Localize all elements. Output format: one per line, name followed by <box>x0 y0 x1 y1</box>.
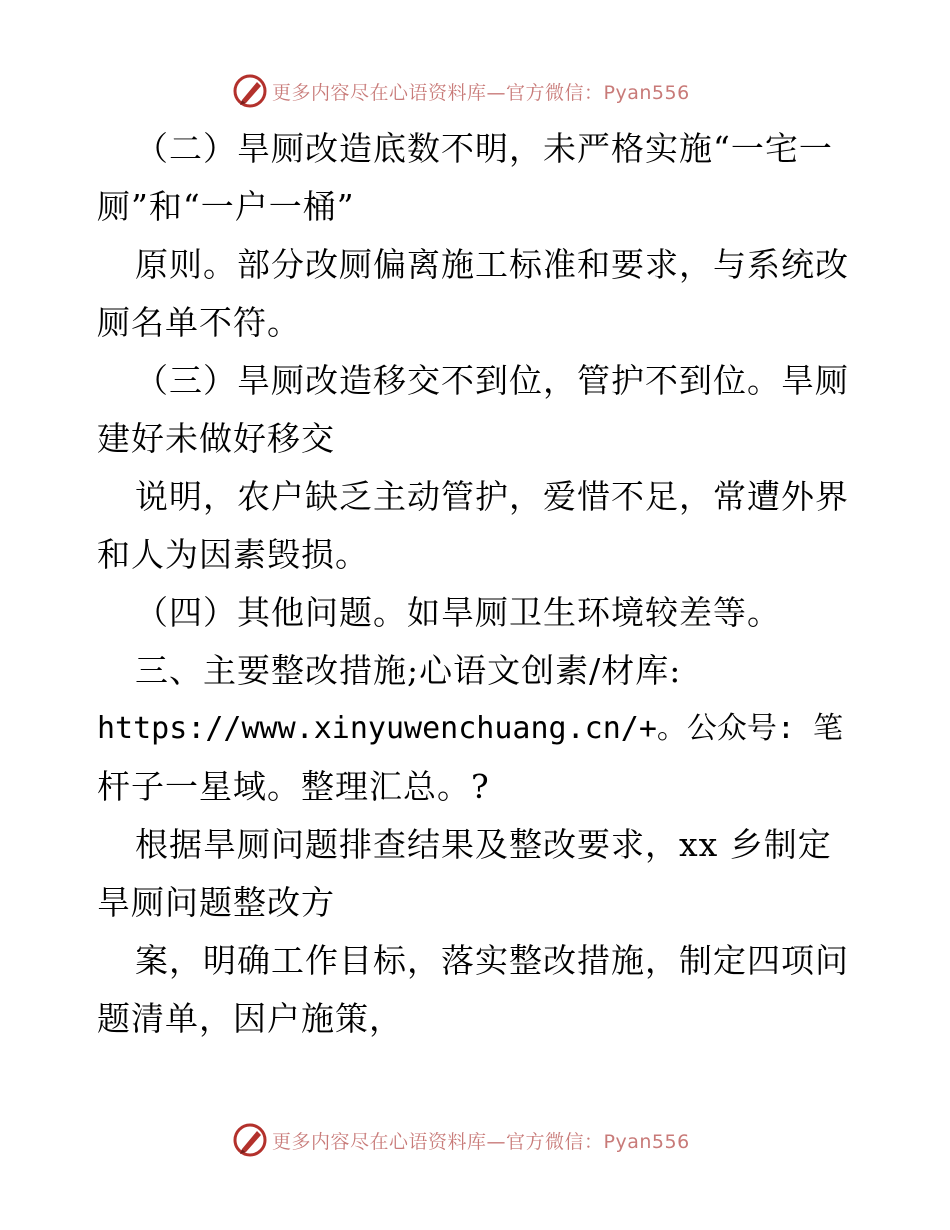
watermark-label: 更多内容尽在心语资料库—官方微信： <box>272 1130 604 1153</box>
url-line: https://www.xinyuwenchuang.cn/+。公众号: 笔 <box>97 711 844 746</box>
watermark-label: 更多内容尽在心语资料库—官方微信： <box>272 81 604 104</box>
watermark-text <box>272 1127 690 1154</box>
paragraph-line: （三）旱厕改造移交不到位，管护不到位。旱厕 <box>135 361 849 400</box>
paragraph-line: 旱厕问题整改方 <box>97 883 335 922</box>
paragraph-line: 杆子一星域。整理汇总。? <box>97 767 490 806</box>
paragraph-line: 厕”和“一户一桶” <box>97 187 355 226</box>
paragraph-line: （二）旱厕改造底数不明，未严格实施“一宅一 <box>135 129 833 168</box>
paragraph-line: 原则。部分改厕偏离施工标准和要求，与系统改 <box>135 245 849 284</box>
paragraph-line: 说明，农户缺乏主动管护，爱惜不足，常遭外界 <box>135 477 849 516</box>
watermark-wechat-id: Pyan556 <box>603 1130 690 1153</box>
red-pen-logo-icon <box>232 1122 268 1158</box>
red-pen-logo-icon <box>232 73 268 109</box>
watermark-wechat-id: Pyan556 <box>603 81 690 104</box>
footer-watermark <box>232 1120 690 1160</box>
paragraph-line: 建好未做好移交 <box>97 419 335 458</box>
paragraph-line: 案，明确工作目标，落实整改措施，制定四项问 <box>135 941 849 980</box>
header-watermark <box>232 71 690 111</box>
watermark-text <box>272 78 690 105</box>
paragraph-line: 厕名单不符。 <box>97 303 301 342</box>
paragraph-line: 根据旱厕问题排查结果及整改要求，xx 乡制定 <box>135 825 832 864</box>
section-heading: 三、主要整改措施;心语文创素/材库: <box>135 651 682 690</box>
paragraph-line: 题清单，因户施策， <box>97 999 403 1038</box>
paragraph-line: （四）其他问题。如旱厕卫生环境较差等。 <box>135 593 781 632</box>
paragraph-line: 和人为因素毁损。 <box>97 535 369 574</box>
